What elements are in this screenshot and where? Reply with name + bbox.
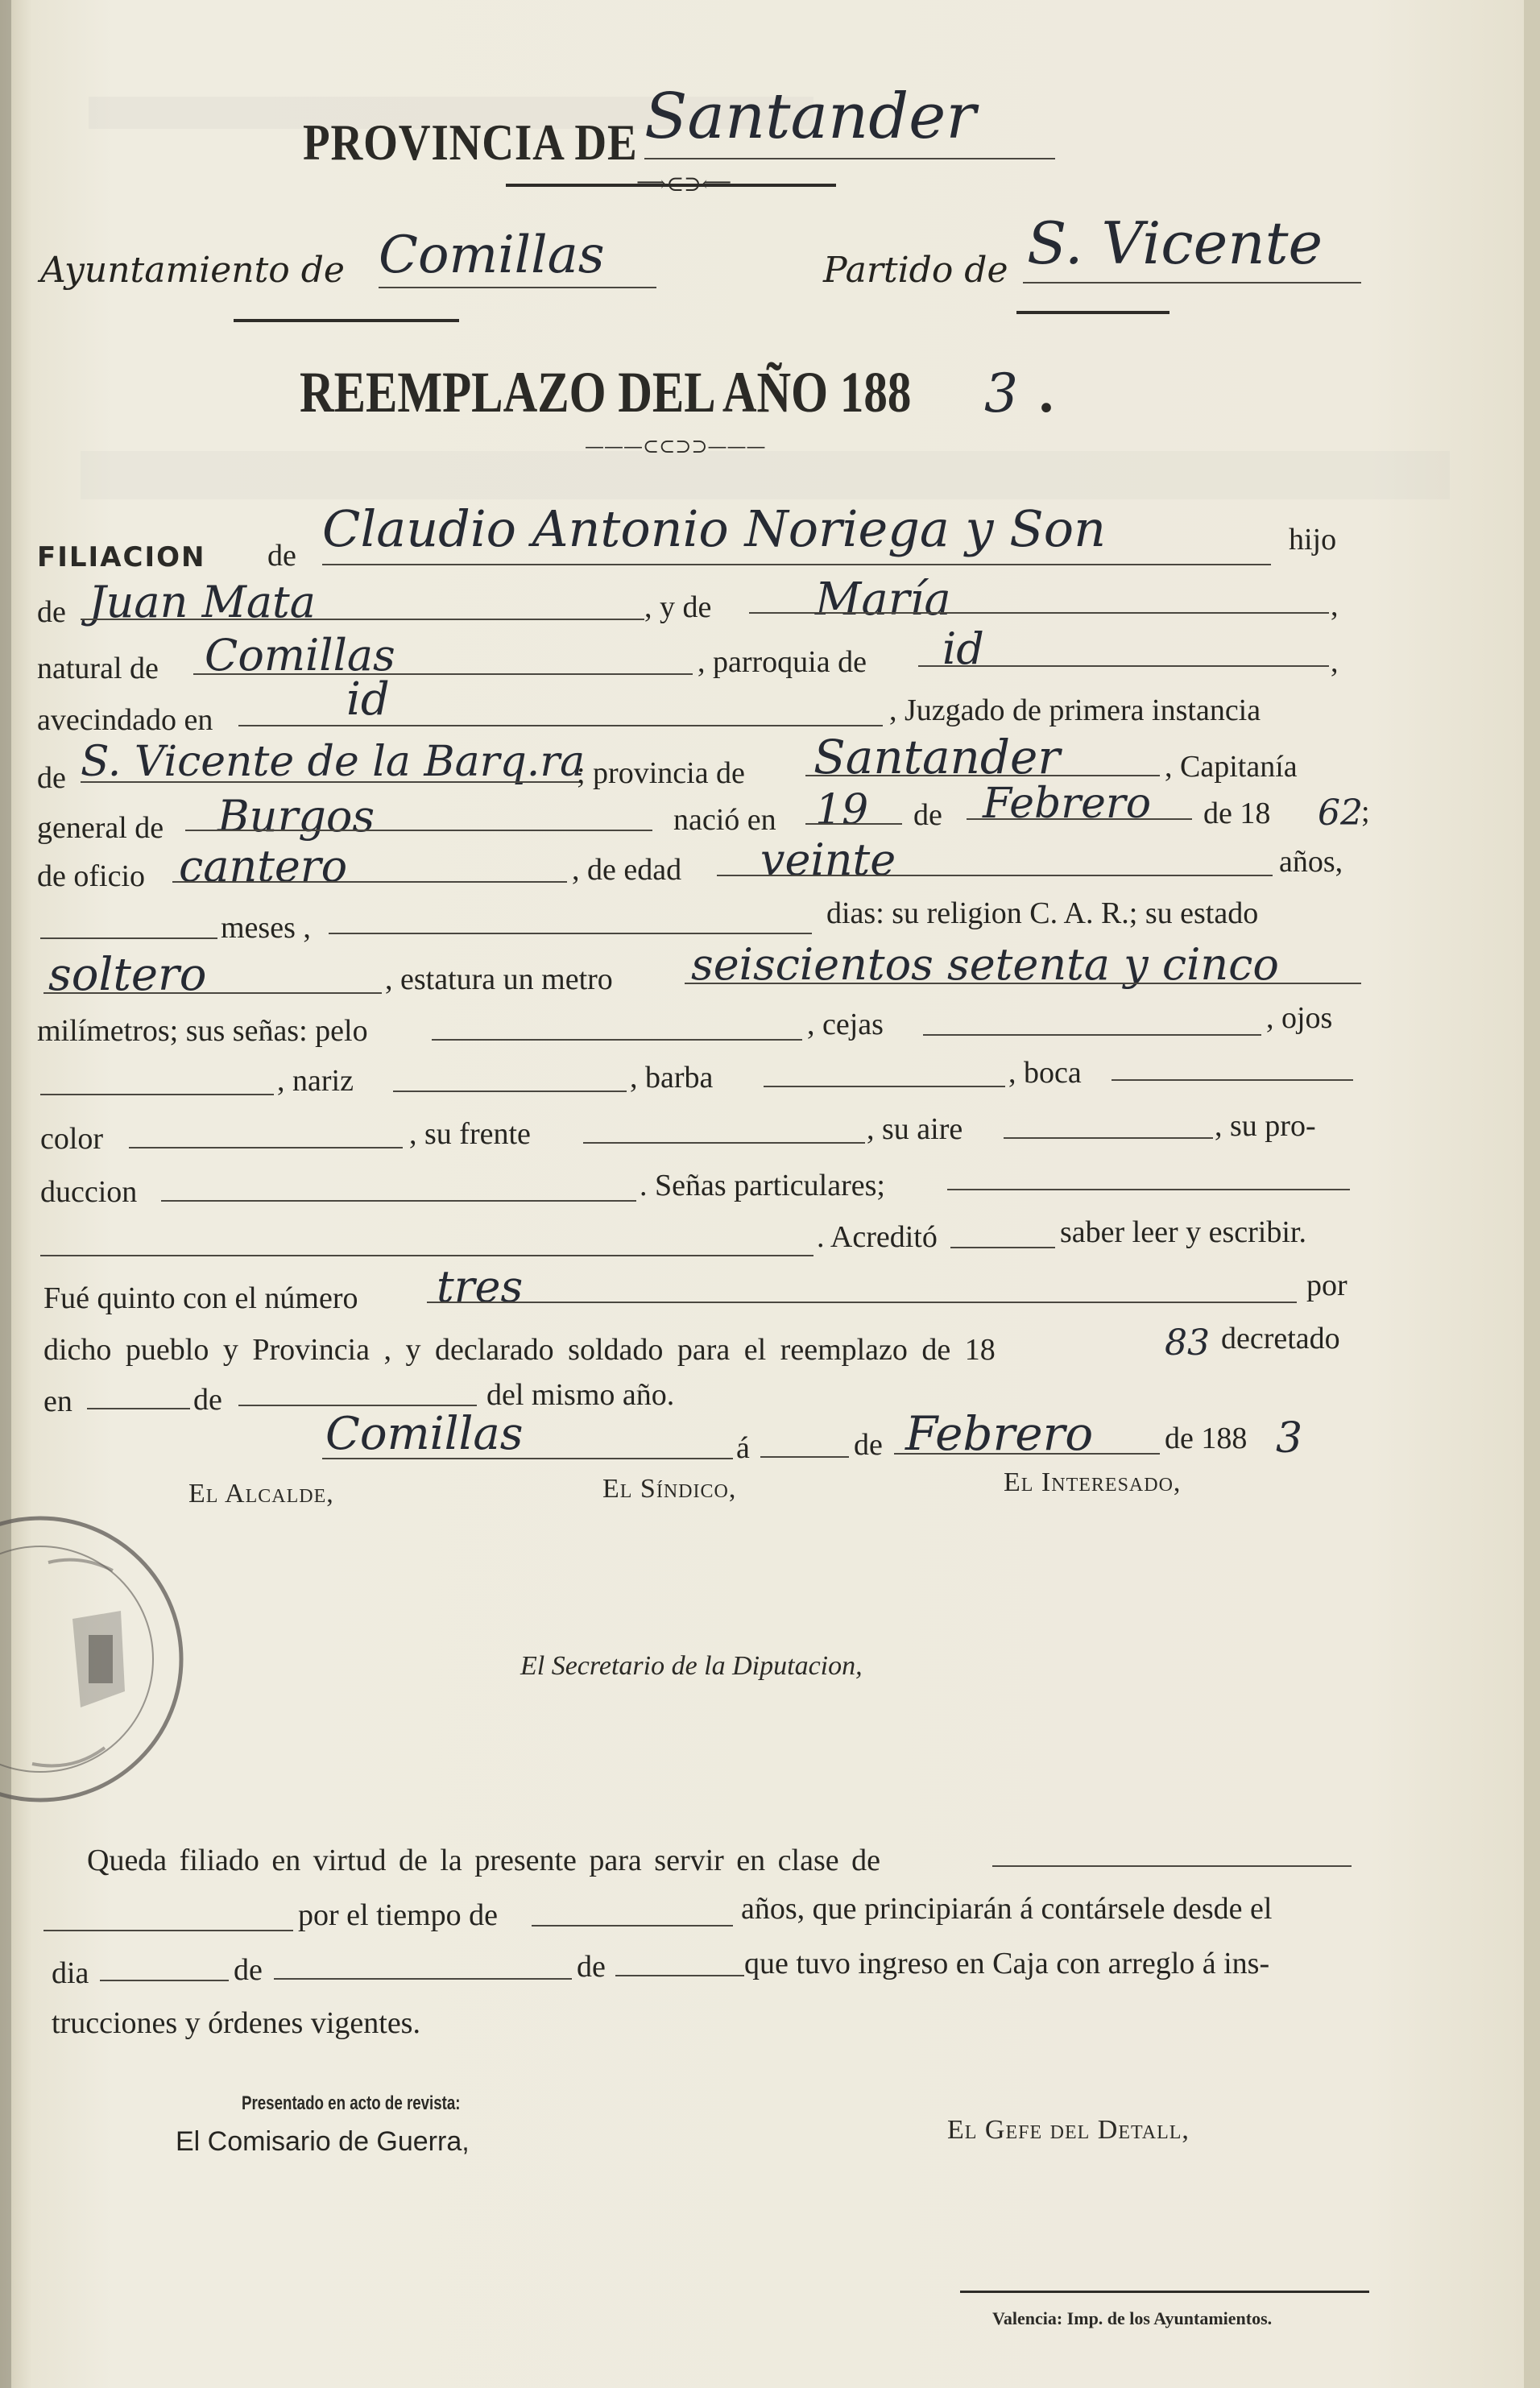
estatura-underline xyxy=(685,983,1361,984)
place-underline xyxy=(322,1458,733,1459)
provincia-label: ; provincia de xyxy=(577,756,745,790)
dicho-line: dicho pueblo y Provincia , y declarado soldado para el reemplazo de 18 xyxy=(43,1333,996,1367)
father-value: Juan Mata xyxy=(89,577,316,627)
parroquia-underline xyxy=(918,665,1329,667)
provincia-underline xyxy=(644,158,1055,159)
ayuntamiento-rule xyxy=(234,319,459,322)
nariz-blank xyxy=(393,1091,627,1092)
edad-value: veinte xyxy=(760,834,896,885)
ingreso-label: que tuvo ingreso en Caja con arreglo á ins- xyxy=(744,1947,1270,1980)
provincia-value: Santander xyxy=(813,730,1061,784)
por-label: por xyxy=(1306,1268,1348,1302)
del-mismo-label: del mismo año. xyxy=(486,1378,675,1412)
acredito-blank xyxy=(950,1247,1055,1248)
en-label: en xyxy=(43,1384,72,1418)
name-value: Claudio Antonio Noriega y Son xyxy=(322,499,1107,558)
de-label: de xyxy=(267,539,296,573)
aire-blank xyxy=(1004,1137,1213,1139)
natural-value: Comillas xyxy=(205,630,395,681)
aire-label: , su aire xyxy=(867,1112,963,1146)
partido-value: S. Vicente xyxy=(1027,209,1323,277)
natural-underline xyxy=(193,673,693,675)
oficio-label: de oficio xyxy=(37,859,146,893)
page-binding-edge xyxy=(0,0,11,2388)
interesado-label: El Interesado, xyxy=(1004,1467,1182,1497)
general-underline xyxy=(185,830,652,831)
boca-label: , boca xyxy=(1008,1056,1082,1090)
milimetros-label: milímetros; sus señas: pelo xyxy=(37,1014,368,1048)
secretario-label: El Secretario de la Diputacion, xyxy=(520,1651,863,1681)
quinto-underline xyxy=(427,1302,1297,1303)
de-label: de xyxy=(234,1953,263,1987)
de-label: de xyxy=(193,1383,222,1417)
quinto-label: Fué quinto con el número xyxy=(43,1281,358,1315)
edad-label: , de edad xyxy=(572,853,682,887)
frente-label: , su frente xyxy=(409,1117,531,1151)
nacio-month-underline xyxy=(967,818,1192,820)
ayuntamiento-underline xyxy=(379,287,656,288)
date-month: Febrero xyxy=(905,1406,1094,1461)
anos-label: años, xyxy=(1279,845,1343,879)
acredito-label: . Acreditó xyxy=(817,1220,938,1254)
sindico-label: El Síndico, xyxy=(602,1474,737,1504)
provincia-underline xyxy=(805,775,1160,776)
dicho-year: 83 xyxy=(1165,1322,1210,1364)
edad-underline xyxy=(717,875,1273,876)
natural-label: natural de xyxy=(37,652,159,685)
municipal-seal-stamp xyxy=(0,1498,193,1820)
cejas-blank xyxy=(923,1034,1261,1036)
partido-label: Partido de xyxy=(823,250,1008,291)
de-label: de xyxy=(577,1950,606,1984)
principiaran-label: años, que principiarán á contársele desde el xyxy=(741,1892,1273,1926)
comma: , xyxy=(1331,589,1339,623)
alcalde-label: El Alcalde, xyxy=(188,1479,334,1509)
estatura-label: , estatura un metro xyxy=(385,962,613,996)
hijo-label: hijo xyxy=(1289,523,1337,557)
reemplazo-year-digit: 3 xyxy=(984,362,1018,424)
tiempo-label: por el tiempo de xyxy=(298,1898,498,1932)
nacio-day-underline xyxy=(805,823,902,825)
date-year-label: de 188 xyxy=(1165,1422,1248,1455)
provincia-value: Santander xyxy=(644,81,976,153)
de-label: de xyxy=(37,761,66,795)
nacio-month: Febrero xyxy=(983,780,1152,828)
queda-line: Queda filiado en virtud de la presente para servir en clase de xyxy=(87,1844,880,1877)
bleed-through-shadow xyxy=(81,451,1450,499)
name-underline xyxy=(322,564,1271,565)
partido-rule xyxy=(1016,311,1169,314)
nacio-day: 19 xyxy=(815,786,869,834)
estado-underline xyxy=(43,992,382,994)
pelo-blank xyxy=(432,1039,802,1041)
juzgado-label: , Juzgado de primera instancia xyxy=(889,693,1261,727)
en-blank xyxy=(87,1408,190,1409)
quinto-value: tres xyxy=(437,1261,524,1312)
ornament-icon: ———⊂⊂⊃⊃——— xyxy=(585,435,766,457)
color-label: color xyxy=(40,1122,104,1156)
de-label: de xyxy=(913,798,942,832)
ojos-blank xyxy=(40,1094,274,1095)
page-right-edge xyxy=(1524,0,1540,2388)
a-label: á xyxy=(736,1431,750,1465)
general-value: Burgos xyxy=(217,791,375,842)
y-de-label: , y de xyxy=(644,590,712,624)
oficio-underline xyxy=(172,881,567,883)
tiempo-prefix-blank xyxy=(43,1930,293,1931)
boca-blank xyxy=(1112,1079,1353,1081)
frente-blank xyxy=(583,1142,865,1144)
oficio-value: cantero xyxy=(179,841,348,892)
date-year-digit: 3 xyxy=(1276,1414,1303,1463)
estado-value: soltero xyxy=(48,949,207,1001)
barba-label: , barba xyxy=(630,1061,714,1095)
de-blank xyxy=(238,1405,477,1406)
avecindado-value: id xyxy=(346,673,390,726)
nacio-year: 62 xyxy=(1318,793,1363,834)
mother-value: María xyxy=(815,573,951,626)
clase-blank xyxy=(992,1865,1352,1867)
nariz-label: , nariz xyxy=(277,1064,354,1098)
tiempo-blank xyxy=(532,1925,733,1927)
juzgado-value: S. Vicente de la Barq.ra xyxy=(81,738,586,786)
gefe-label: El Gefe del Detall, xyxy=(947,2115,1190,2145)
de-label: de xyxy=(854,1428,883,1462)
meses-label: meses , xyxy=(221,911,311,945)
ojos-label: , ojos xyxy=(1266,1001,1333,1035)
reemplazo-title: REEMPLAZO DEL AÑO 188 xyxy=(300,360,912,424)
juzgado-underline xyxy=(81,781,580,783)
imprenta-label: Valencia: Imp. de los Ayuntamientos. xyxy=(992,2308,1273,2328)
dia-blank xyxy=(100,1980,229,1981)
produccion-label: , su pro- xyxy=(1215,1109,1316,1143)
produccion-label: duccion xyxy=(40,1175,138,1209)
imprenta-rule xyxy=(960,2291,1369,2293)
barba-blank xyxy=(764,1086,1005,1087)
provincia-title: PROVINCIA DE xyxy=(303,114,638,171)
dias-label: dias: su religion C. A. R.; su estado xyxy=(826,896,1259,930)
senas-blank-line xyxy=(40,1255,813,1256)
date-month-underline xyxy=(894,1453,1160,1455)
trucciones-label: trucciones y órdenes vigentes. xyxy=(52,2006,420,2040)
semicolon: ; xyxy=(1361,795,1370,829)
ornament-icon: ⟹⊂⊃⟸ xyxy=(636,172,732,197)
senas-label: . Señas particulares; xyxy=(640,1169,885,1202)
month-blank xyxy=(274,1978,572,1980)
filiacion-label: FILIACION xyxy=(37,541,206,573)
partido-underline xyxy=(1023,282,1361,283)
place-value: Comillas xyxy=(325,1408,524,1460)
de-year-label: de 18 xyxy=(1203,797,1271,830)
parroquia-label: , parroquia de xyxy=(698,645,867,679)
meses-blank xyxy=(40,937,217,939)
mother-underline xyxy=(749,612,1329,614)
ayuntamiento-label: Ayuntamiento de xyxy=(40,250,345,291)
avecindado-underline xyxy=(238,725,883,726)
dia-label: dia xyxy=(52,1956,89,1990)
avecindado-label: avecindado en xyxy=(37,703,213,737)
dias-blank xyxy=(329,933,812,934)
general-label: general de xyxy=(37,811,164,845)
parroquia-value: id xyxy=(942,623,984,674)
senas-blank xyxy=(947,1189,1350,1190)
reemplazo-dot: . xyxy=(1039,360,1054,424)
comisario-label: El Comisario de Guerra, xyxy=(176,2126,470,2157)
color-blank xyxy=(129,1147,403,1148)
year-blank xyxy=(615,1975,744,1976)
nacio-label: nació en xyxy=(673,803,776,837)
comma: , xyxy=(1331,645,1339,679)
capitania-label: , Capitanía xyxy=(1165,750,1298,784)
leer-label: saber leer y escribir. xyxy=(1060,1215,1306,1249)
decretado-label: decretado xyxy=(1221,1322,1340,1355)
presentado-label: Presentado en acto de revista: xyxy=(242,2092,461,2114)
ayuntamiento-value: Comillas xyxy=(379,226,605,285)
father-underline xyxy=(81,619,644,620)
de-label: de xyxy=(37,595,66,629)
produccion-blank xyxy=(161,1200,636,1202)
a-blank xyxy=(760,1456,849,1458)
cejas-label: , cejas xyxy=(807,1008,884,1041)
estatura-value: seiscientos setenta y cinco xyxy=(691,939,1279,990)
